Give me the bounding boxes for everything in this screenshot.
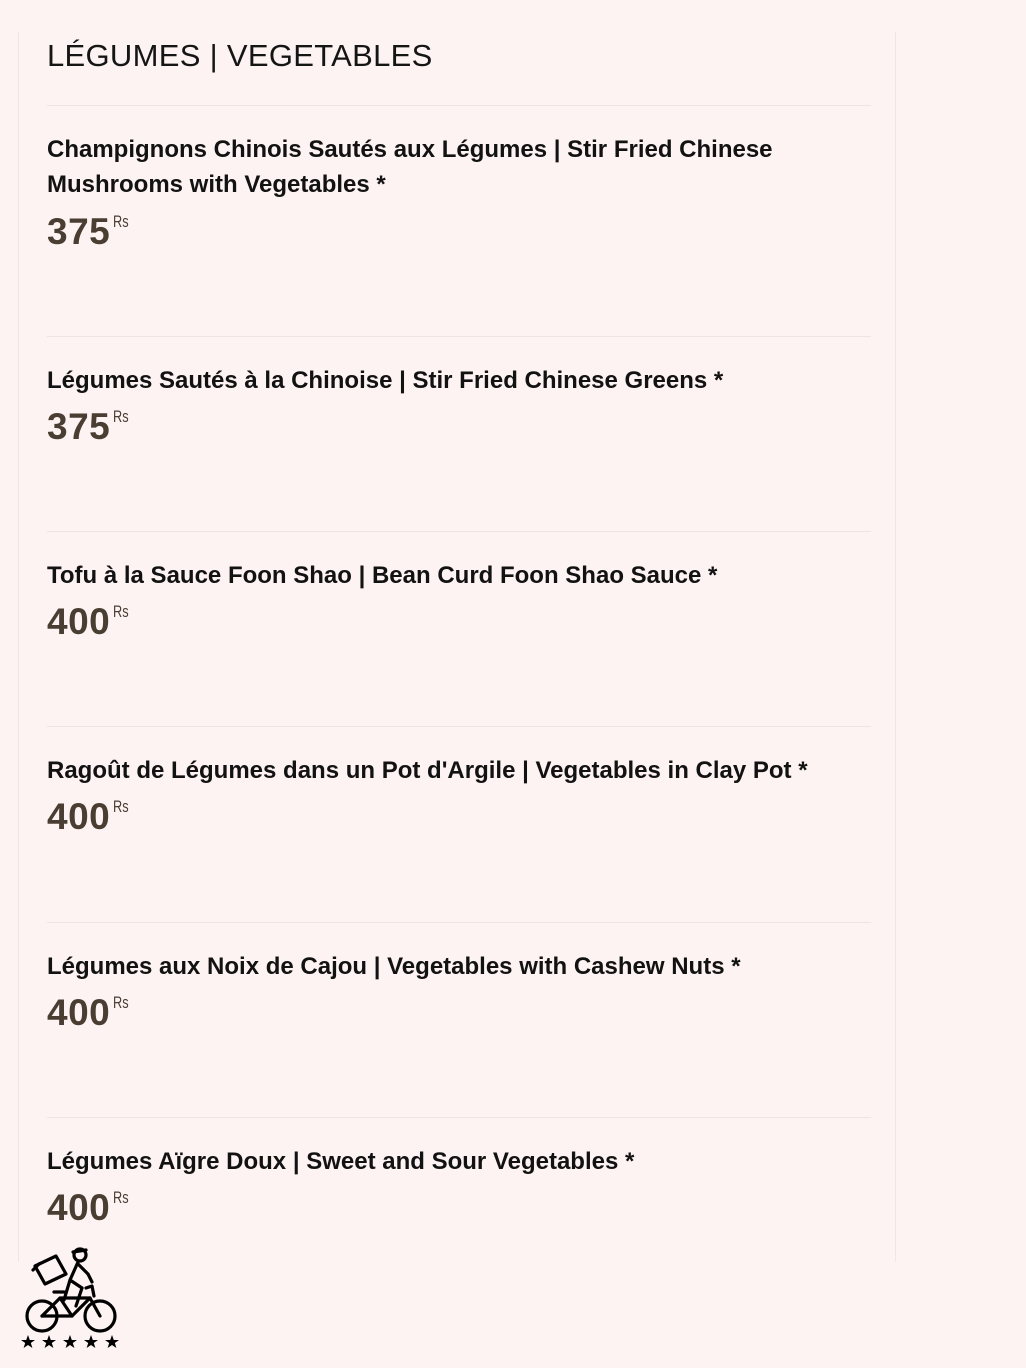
item-name: Ragoût de Légumes dans un Pot d'Argile | Vegetables in Clay Pot * [47,757,808,784]
menu-item[interactable] [47,105,871,336]
item-price [47,797,134,837]
price-currency: Rs [113,797,129,816]
price-currency: Rs [113,993,129,1012]
price-value: 400 [47,601,111,642]
item-price [47,212,134,252]
item-price [47,407,134,447]
item-price [47,993,134,1033]
price-value: 400 [47,796,111,837]
item-name: Légumes Sautés à la Chinoise | Stir Fried Chinese Greens * [47,367,724,394]
item-price [47,602,134,642]
item-name: Tofu à la Sauce Foon Shao | Bean Curd Foon Shao Sauce * [47,562,718,589]
item-price [47,1188,134,1228]
price-currency: Rs [113,602,129,621]
item-name: Champignons Chinois Sautés aux Légumes | Stir Fried Chinese Mushrooms with Vegetables * [47,136,773,198]
menu-item[interactable] [47,1117,871,1257]
item-name: Légumes Aïgre Doux | Sweet and Sour Vegetables * [47,1148,635,1175]
menu-item[interactable] [47,531,871,726]
menu-item[interactable] [47,726,871,922]
price-currency: Rs [113,212,129,231]
price-value: 400 [47,992,111,1033]
price-currency: Rs [113,1188,129,1207]
price-value: 375 [47,211,111,252]
price-value: 400 [47,1187,111,1228]
price-value: 375 [47,406,111,447]
delivery-badge[interactable] [20,1244,122,1350]
menu-item[interactable] [47,922,871,1117]
menu-item[interactable] [47,336,871,531]
menu-panel [18,32,896,1262]
section-title: LÉGUMES | VEGETABLES [47,38,433,73]
item-name: Légumes aux Noix de Cajou | Vegetables with Cashew Nuts * [47,953,741,980]
delivery-bike-icon [20,1244,122,1350]
price-currency: Rs [113,407,129,426]
